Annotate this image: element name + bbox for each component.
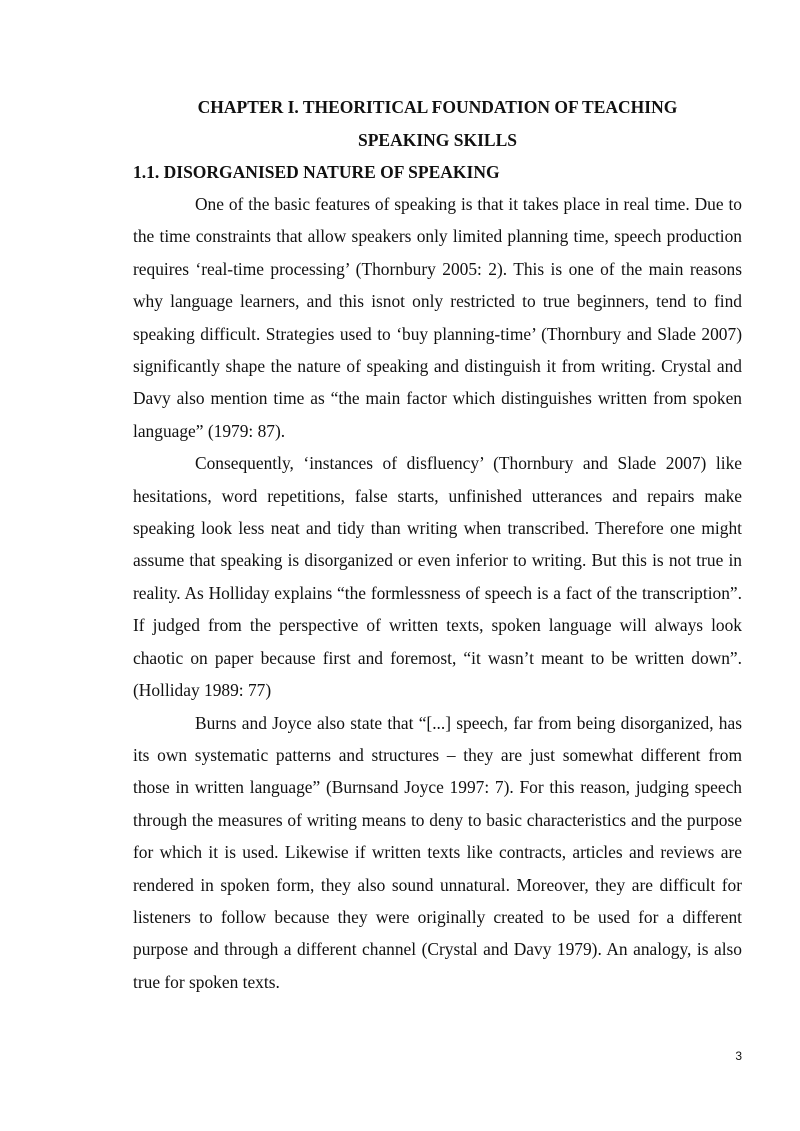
chapter-title bbox=[133, 97, 742, 163]
paragraph: One of the basic features of speaking is that it takes place in real time. Due to the time constraints that allow speakers only limited planning time, speech production requires ‘real-time processing’ (Thornbury 2005: 2). This is one of the main reasons why language learners, and this isnot only restricted to true beginners, tend to find speaking difficult. Strategies used to ‘buy planning-time’ (Thornbury and Slade 2007) significantly shape the nature of speaking and distinguish it from writing. Crystal and Davy also mention time as “the main factor which distinguishes written from spoken language” (1979: 87). bbox=[133, 194, 742, 441]
page-number: 3 bbox=[735, 1049, 742, 1063]
paragraph: Consequently, ‘instances of disfluency’ (Thornbury and Slade 2007) like hesitations, word repetitions, false starts, unfinished utterances and repairs make speaking look less neat and tidy than writing when transcribed. Therefore one might assume that speaking is disorganized or even inferior to writing. But this is not true in reality. As Holliday explains “the formlessness of speech is a fact of the transcription”. If judged from the perspective of written texts, spoken language will always look chaotic on paper because first and foremost, “it wasn’t meant to be written down”. (Holliday 1989: 77) bbox=[133, 453, 742, 701]
section-heading: 1.1. DISORGANISED NATURE OF SPEAKING bbox=[133, 162, 500, 182]
body-text bbox=[133, 188, 742, 998]
paragraph: Burns and Joyce also state that “[...] speech, far from being disorganized, has its own systematic patterns and structures – they are just somewhat different from those in written language” (Burnsand Joyce 1997: 7). For this reason, judging speech through the measures of writing means to deny to basic characteristics and the purpose for which it is used. Likewise if written texts like contracts, articles and reviews are rendered in spoken form, they also sound unnatural. Moreover, they are difficult for listeners to follow because they were originally created to be used for a different purpose and through a different channel (Crystal and Davy 1979). An analogy, is also true for spoken texts. bbox=[133, 712, 742, 992]
chapter-title-line-1: CHAPTER I. THEORITICAL FOUNDATION OF TEACHING bbox=[197, 97, 678, 117]
chapter-title-line-2: SPEAKING SKILLS bbox=[357, 130, 517, 150]
